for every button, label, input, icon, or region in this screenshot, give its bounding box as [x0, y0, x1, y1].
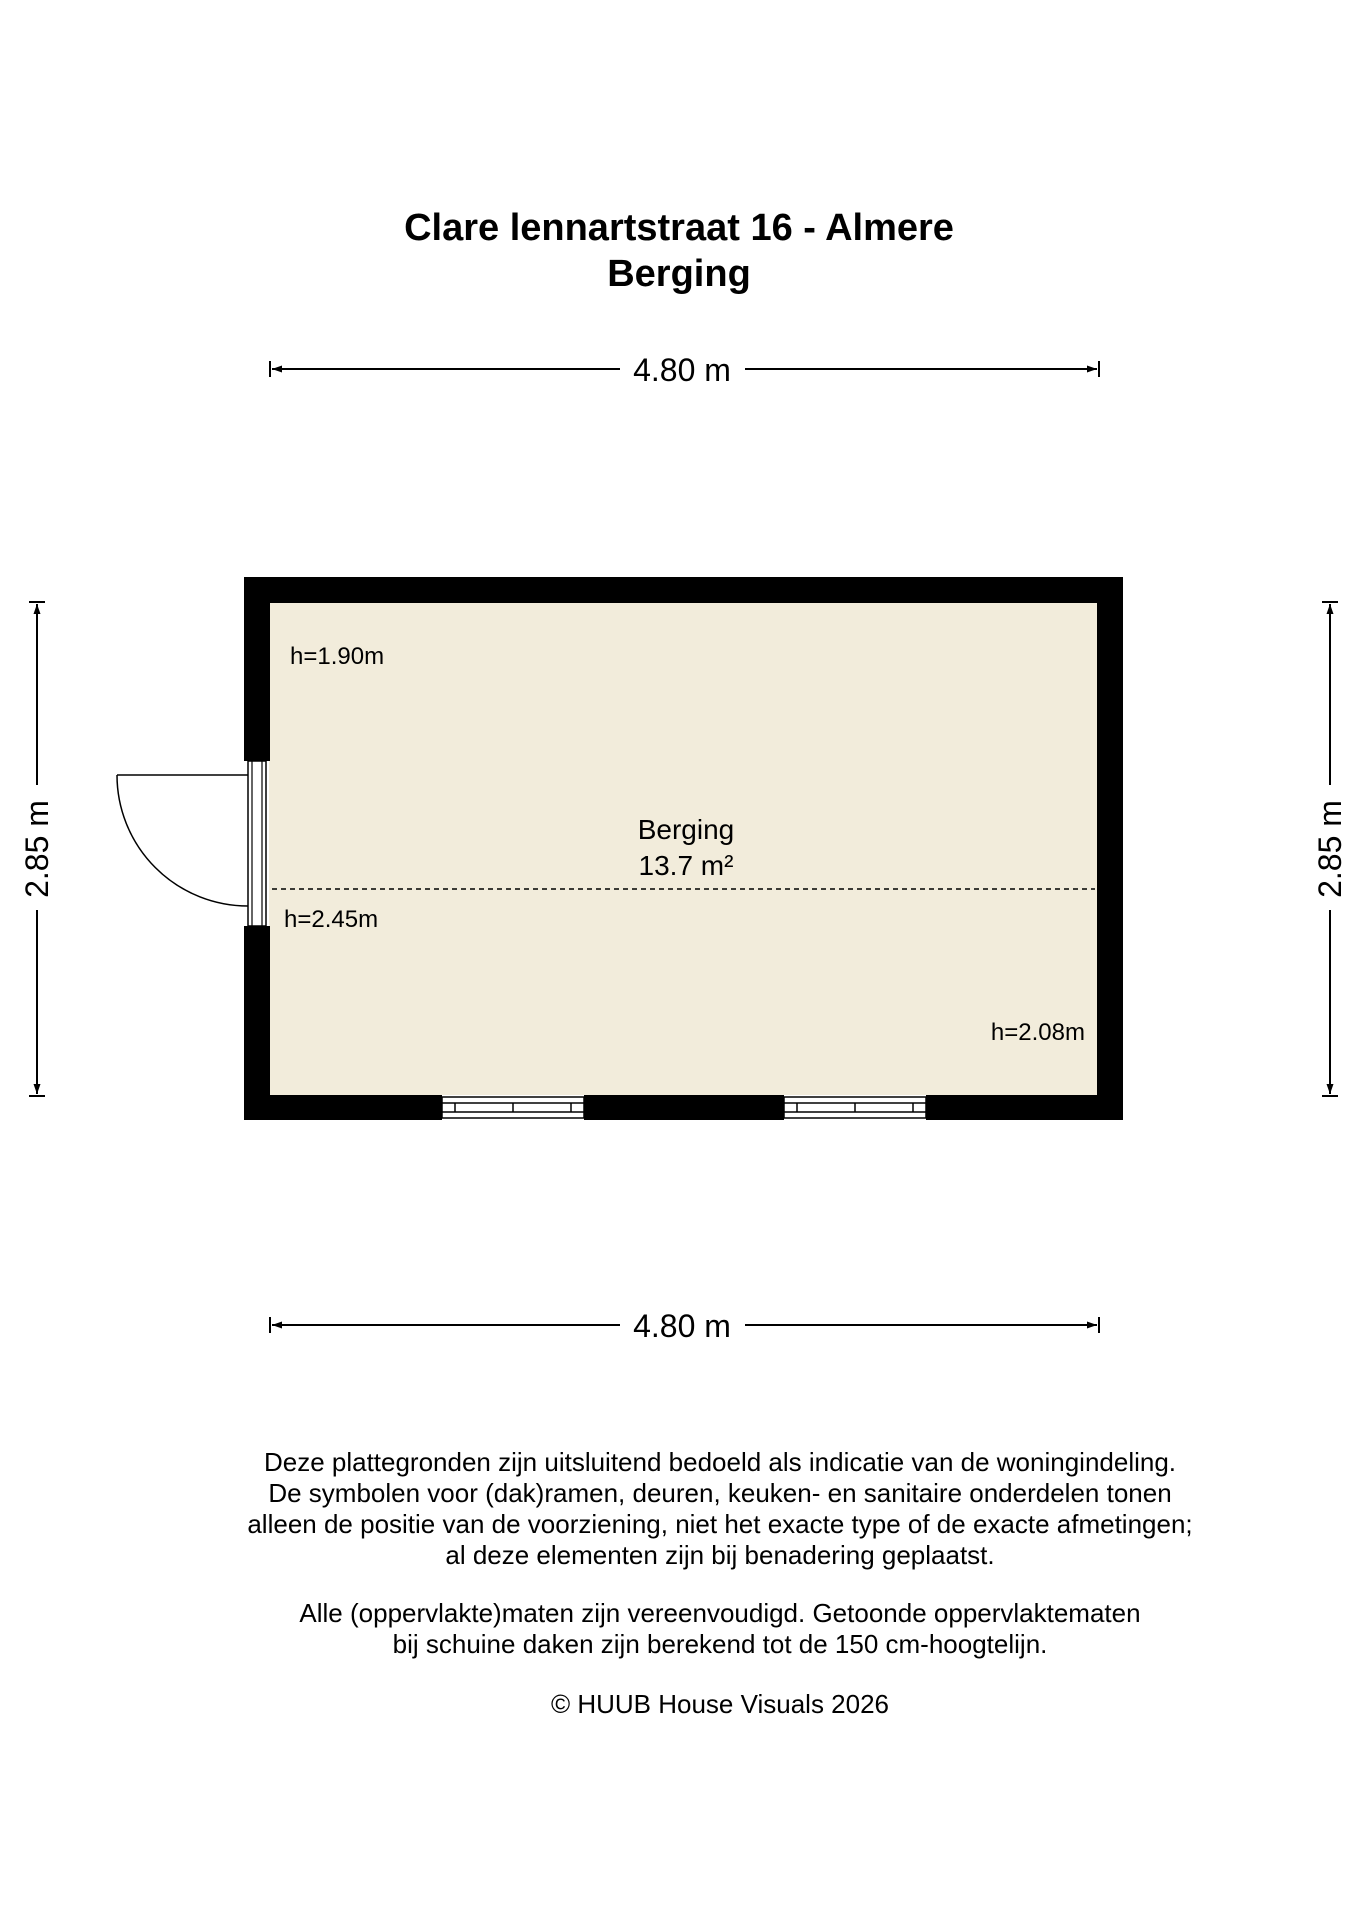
disclaimer-line: alleen de positie van de voorziening, niet het exacte type of de exacte afmetingen; — [247, 1509, 1193, 1539]
top-wall — [244, 577, 1123, 603]
disclaimer-line: al deze elementen zijn bij benadering geplaatst. — [445, 1540, 995, 1570]
door — [117, 761, 266, 926]
door-frame — [248, 761, 266, 926]
disclaimer-line: bij schuine daken zijn berekend tot de 150 cm-hoogtelijn. — [392, 1629, 1048, 1659]
bottom-width-label: 4.80 m — [633, 1308, 731, 1344]
room-floor — [269, 603, 1097, 1095]
left-wall-lower — [244, 926, 270, 1120]
bottom-wall-middle — [584, 1095, 784, 1120]
bottom-dimension — [270, 1304, 1099, 1344]
height-bottom-right: h=2.08m — [990, 1019, 1085, 1046]
window-bottom-right — [784, 1097, 926, 1118]
top-width-label: 4.80 m — [633, 352, 731, 388]
top-dimension — [270, 348, 1099, 388]
height-mid-left: h=2.45m — [284, 906, 379, 933]
bottom-wall-right — [926, 1095, 1123, 1120]
height-top-left: h=1.90m — [290, 643, 385, 670]
disclaimer-paragraph-2 — [0, 1598, 1358, 1660]
door-swing-arc — [117, 775, 248, 906]
disclaimer-line: De symbolen voor (dak)ramen, deuren, keuken- en sanitaire onderdelen tonen — [268, 1478, 1172, 1508]
copyright-notice: © HUUB House Visuals 2026 — [550, 1689, 890, 1719]
room-area: 13.7 m² — [638, 850, 734, 881]
disclaimer-line: Deze plattegronden zijn uitsluitend bedoeld als indicatie van de woningindeling. — [263, 1447, 1177, 1477]
right-dimension — [1310, 602, 1350, 1096]
right-wall — [1097, 577, 1123, 1120]
left-height-label: 2.85 m — [19, 800, 55, 898]
plan-title: Clare lennartstraat 16 - Almere — [404, 207, 954, 249]
left-dimension — [17, 602, 57, 1096]
disclaimer-line: Alle (oppervlakte)maten zijn vereenvoudigd. Getoonde oppervlaktematen — [299, 1598, 1141, 1628]
right-height-label: 2.85 m — [1312, 800, 1348, 898]
window-bottom-left — [442, 1097, 584, 1118]
disclaimer-paragraph-1 — [0, 1447, 1358, 1571]
room-name: Berging — [637, 814, 735, 845]
bottom-wall-left — [244, 1095, 442, 1120]
left-wall-upper — [244, 577, 270, 761]
plan-subtitle: Berging — [607, 253, 751, 295]
